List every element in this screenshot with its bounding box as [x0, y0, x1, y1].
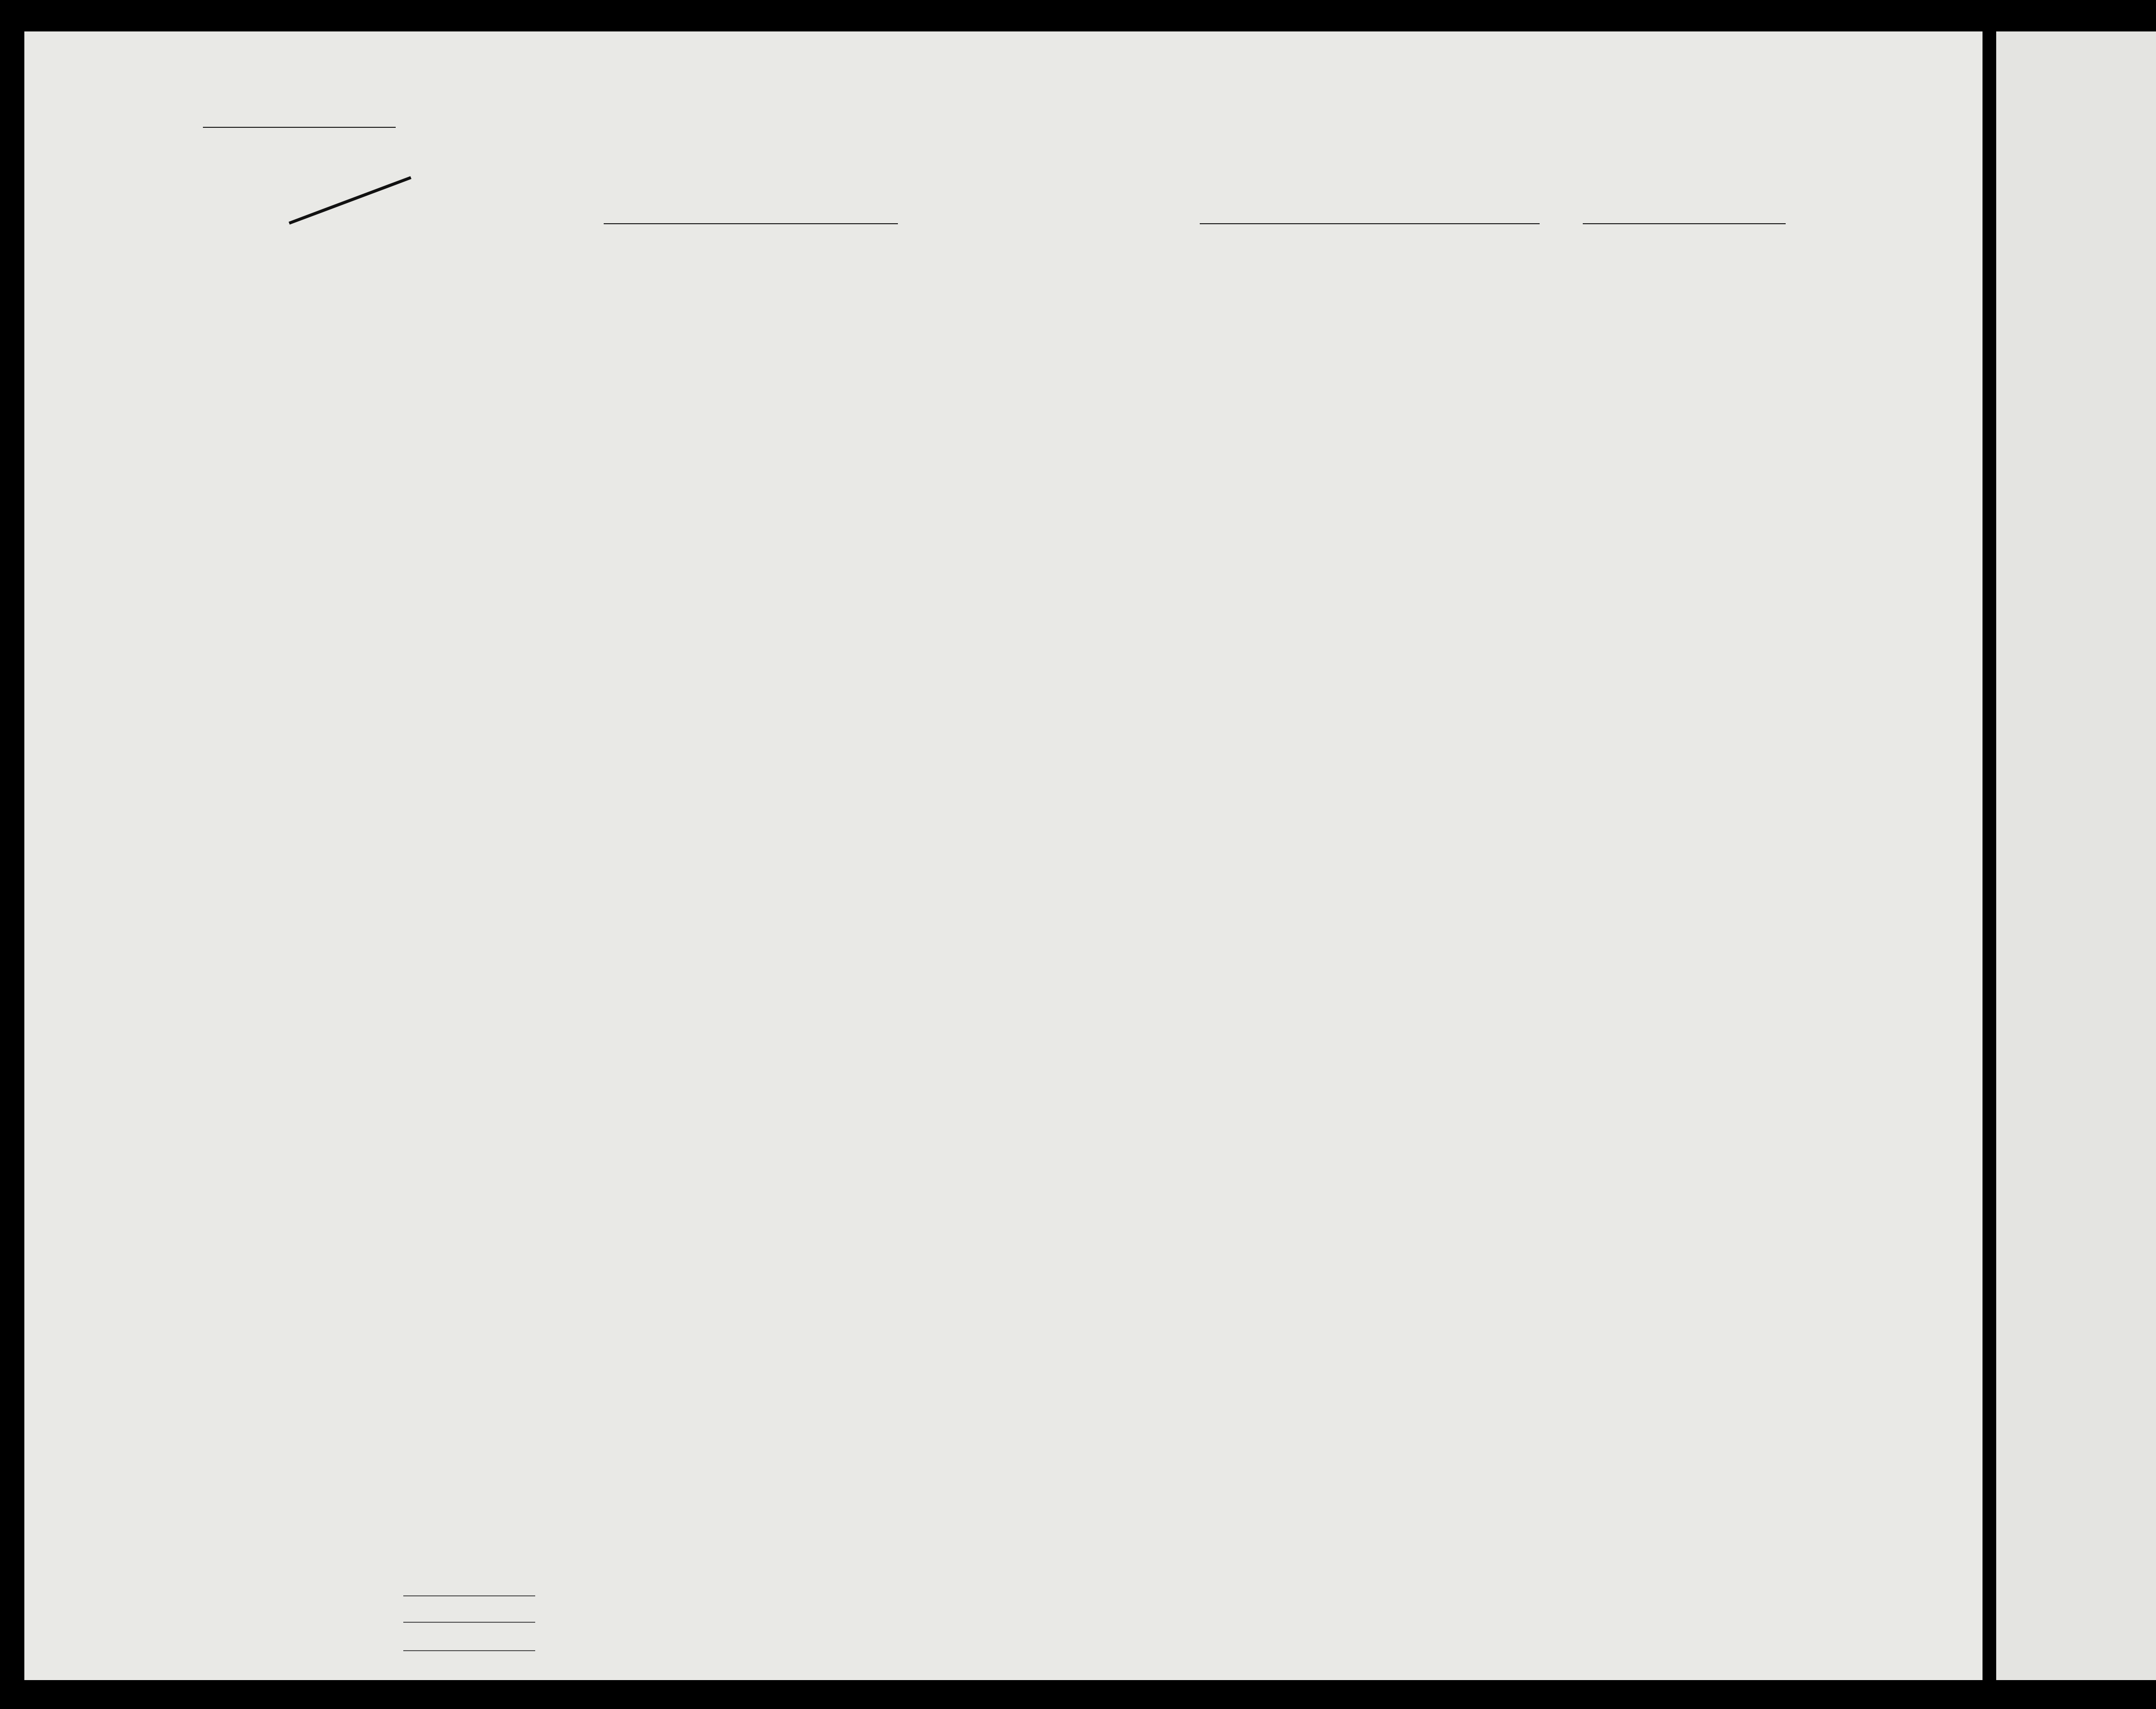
port-underline: [1200, 223, 1540, 224]
date-underline: [1583, 223, 1786, 224]
manifest-sheet-next-page: [1996, 31, 2156, 1680]
total-line: [403, 1595, 535, 1596]
list-underline: [203, 127, 396, 128]
pen-stroke: [284, 172, 416, 228]
us-line: [403, 1622, 535, 1623]
manifest-sheet: [24, 31, 1983, 1680]
ship-underline: [604, 223, 898, 224]
aliens-line: [403, 1650, 535, 1651]
